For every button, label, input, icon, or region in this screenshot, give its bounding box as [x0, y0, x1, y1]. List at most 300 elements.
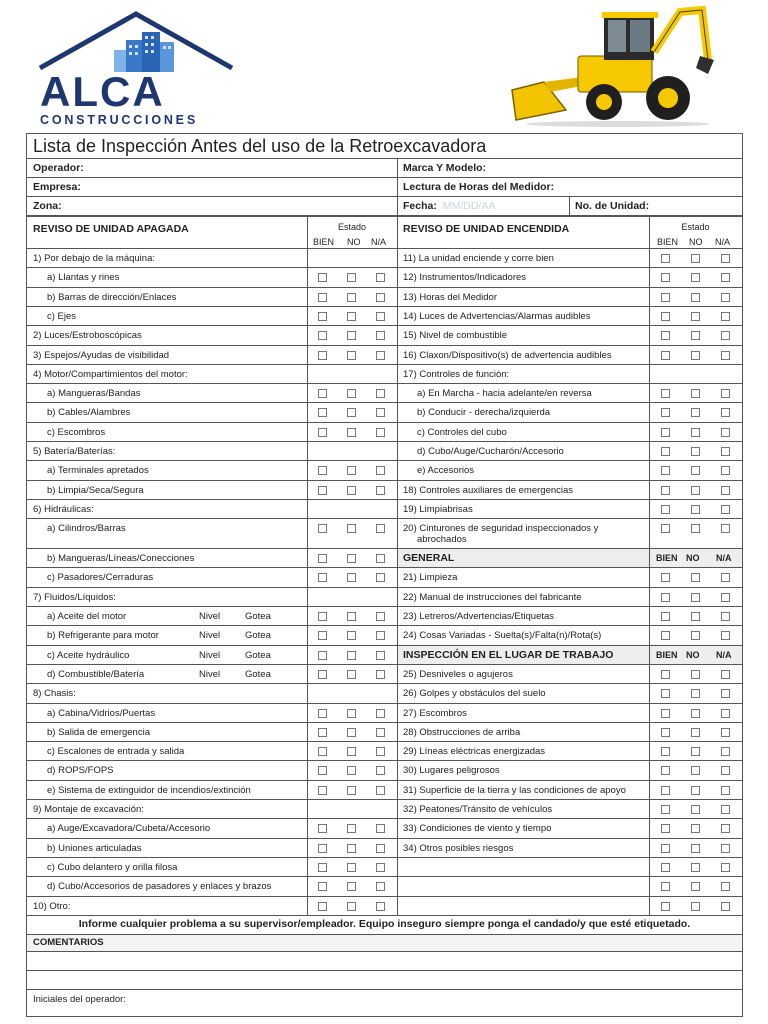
na-checkbox[interactable] — [376, 631, 385, 640]
page-header — [0, 0, 768, 132]
divider — [397, 645, 742, 646]
no-checkbox[interactable] — [347, 651, 356, 660]
na-checkbox[interactable] — [376, 486, 385, 495]
bien-checkbox[interactable] — [661, 389, 670, 398]
no-checkbox[interactable] — [691, 312, 700, 321]
divider — [27, 248, 742, 249]
no-checkbox[interactable] — [691, 428, 700, 437]
bien-checkbox[interactable] — [661, 882, 670, 891]
divider — [397, 402, 742, 403]
right-estado-label: Estado — [681, 222, 710, 232]
no-checkbox[interactable] — [347, 408, 356, 417]
no-checkbox[interactable] — [347, 631, 356, 640]
checklist-row — [27, 684, 397, 703]
item-label: a) Mangueras/Bandas — [47, 388, 141, 400]
bien-checkbox[interactable] — [661, 709, 670, 718]
divider — [27, 664, 397, 665]
bien-header: BIEN — [656, 649, 678, 660]
divider — [27, 499, 397, 500]
no-checkbox[interactable] — [347, 351, 356, 360]
bien-checkbox[interactable] — [661, 312, 670, 321]
bien-checkbox[interactable] — [661, 863, 670, 872]
bien-checkbox[interactable] — [661, 447, 670, 456]
na-checkbox[interactable] — [721, 728, 730, 737]
no-checkbox[interactable] — [347, 486, 356, 495]
no-checkbox[interactable] — [347, 902, 356, 911]
checklist-row — [397, 365, 742, 384]
no-checkbox[interactable] — [347, 844, 356, 853]
bien-checkbox[interactable] — [661, 408, 670, 417]
no-checkbox[interactable] — [347, 670, 356, 679]
checklist-row — [27, 384, 397, 403]
bien-checkbox[interactable] — [661, 902, 670, 911]
na-checkbox[interactable] — [721, 573, 730, 582]
operator-field[interactable] — [27, 159, 397, 178]
na-checkbox[interactable] — [376, 573, 385, 582]
bien-checkbox[interactable] — [661, 766, 670, 775]
na-checkbox[interactable] — [376, 844, 385, 853]
checklist-row — [397, 519, 742, 549]
divider — [27, 606, 397, 607]
no-checkbox[interactable] — [347, 524, 356, 533]
divider — [27, 364, 397, 365]
no-header: NO — [686, 649, 700, 660]
na-checkbox[interactable] — [376, 824, 385, 833]
no-checkbox[interactable] — [347, 428, 356, 437]
na-checkbox[interactable] — [721, 805, 730, 814]
inspection-form — [26, 133, 743, 1017]
divider — [569, 197, 570, 216]
na-checkbox[interactable] — [376, 293, 385, 302]
checklist-row — [27, 403, 397, 422]
na-checkbox[interactable] — [721, 631, 730, 640]
no-checkbox[interactable] — [691, 747, 700, 756]
checklist-row — [397, 442, 742, 461]
na-checkbox[interactable] — [376, 670, 385, 679]
item-label: a) Cabina/Vidrios/Puertas — [47, 707, 156, 719]
item-label: a) Cilindros/Barras — [47, 523, 126, 535]
na-checkbox[interactable] — [376, 466, 385, 475]
na-checkbox[interactable] — [376, 902, 385, 911]
bien-checkbox[interactable] — [661, 824, 670, 833]
company-field[interactable] — [27, 178, 397, 197]
item-label: c) Controles del cubo — [417, 426, 507, 438]
divider — [27, 780, 397, 781]
no-checkbox[interactable] — [347, 331, 356, 340]
item-label: b) Salida de emergencia — [47, 726, 150, 738]
divider — [397, 345, 742, 346]
na-checkbox[interactable] — [721, 408, 730, 417]
no-checkbox[interactable] — [691, 844, 700, 853]
divider — [27, 441, 397, 442]
no-checkbox[interactable] — [691, 505, 700, 514]
bien-checkbox[interactable] — [318, 824, 327, 833]
no-checkbox[interactable] — [347, 882, 356, 891]
item-label: 20) Cinturones de seguridad inspeccionados y — [403, 523, 599, 535]
no-checkbox[interactable] — [691, 408, 700, 417]
no-checkbox[interactable] — [691, 824, 700, 833]
na-checkbox[interactable] — [721, 351, 730, 360]
bien-checkbox[interactable] — [661, 593, 670, 602]
checklist-row — [397, 877, 742, 896]
na-checkbox[interactable] — [721, 863, 730, 872]
bien-checkbox[interactable] — [318, 670, 327, 679]
checklist-row — [397, 568, 742, 587]
checklist-row — [27, 646, 397, 665]
bien-checkbox[interactable] — [318, 351, 327, 360]
na-checkbox[interactable] — [721, 466, 730, 475]
item-label: c) Ejes — [47, 310, 77, 322]
divider — [397, 857, 742, 858]
no-checkbox[interactable] — [691, 670, 700, 679]
divider — [397, 703, 742, 704]
bien-checkbox[interactable] — [318, 651, 327, 660]
na-checkbox[interactable] — [721, 612, 730, 621]
bien-checkbox[interactable] — [318, 844, 327, 853]
bien-checkbox[interactable] — [661, 670, 670, 679]
checklist-row — [27, 549, 397, 568]
no-checkbox[interactable] — [691, 689, 700, 698]
no-checkbox[interactable] — [691, 293, 700, 302]
item-label: 8) Chasis: — [33, 688, 76, 700]
na-checkbox[interactable] — [376, 408, 385, 417]
no-checkbox[interactable] — [691, 593, 700, 602]
divider — [397, 625, 742, 626]
checklist-row — [397, 839, 742, 858]
checklist-row — [27, 665, 397, 684]
no-header: NO — [686, 553, 700, 564]
bien-checkbox[interactable] — [661, 351, 670, 360]
no-checkbox[interactable] — [691, 351, 700, 360]
divider — [397, 606, 742, 607]
item-label: 2) Luces/Estroboscópicas — [33, 330, 142, 342]
item-label: 13) Horas del Medidor — [403, 291, 497, 303]
no-checkbox[interactable] — [347, 786, 356, 795]
no-checkbox[interactable] — [347, 573, 356, 582]
no-checkbox[interactable] — [691, 486, 700, 495]
item-label: e) Accesorios — [417, 465, 475, 477]
no-checkbox[interactable] — [691, 447, 700, 456]
bien-checkbox[interactable] — [318, 709, 327, 718]
checklist-row — [27, 500, 397, 519]
item-label: 1) Por debajo de la máquina: — [33, 253, 155, 264]
left-na-header: N/A — [371, 237, 387, 247]
divider — [397, 722, 742, 723]
bien-checkbox[interactable] — [661, 786, 670, 795]
bien-checkbox[interactable] — [661, 524, 670, 533]
item-label: 15) Nivel de combustible — [403, 330, 508, 342]
na-checkbox[interactable] — [376, 747, 385, 756]
checklist-row — [27, 742, 397, 761]
checklist-row — [27, 588, 397, 607]
divider — [27, 799, 397, 800]
na-checkbox[interactable] — [721, 709, 730, 718]
bien-checkbox[interactable] — [661, 486, 670, 495]
na-checkbox[interactable] — [376, 863, 385, 872]
checklist-row — [397, 684, 742, 703]
no-checkbox[interactable] — [691, 882, 700, 891]
checklist-row — [27, 626, 397, 645]
checklist-row — [397, 403, 742, 422]
divider — [397, 460, 742, 461]
divider — [397, 838, 742, 839]
item-label: 14) Luces de Advertencias/Alarmas audibles — [403, 310, 591, 322]
no-checkbox[interactable] — [347, 824, 356, 833]
bien-checkbox[interactable] — [318, 466, 327, 475]
no-checkbox[interactable] — [691, 766, 700, 775]
bien-checkbox[interactable] — [661, 747, 670, 756]
section-header-row — [397, 646, 742, 665]
checklist-row — [27, 288, 397, 307]
model-field[interactable] — [397, 159, 742, 178]
na-checkbox[interactable] — [721, 747, 730, 756]
item-label: c) Pasadores/Cerraduras — [47, 572, 154, 584]
na-checkbox[interactable] — [721, 331, 730, 340]
na-checkbox[interactable] — [376, 389, 385, 398]
no-checkbox[interactable] — [347, 554, 356, 563]
divider — [27, 402, 397, 403]
no-checkbox[interactable] — [347, 389, 356, 398]
na-checkbox[interactable] — [376, 786, 385, 795]
bien-checkbox[interactable] — [661, 844, 670, 853]
bien-checkbox[interactable] — [318, 389, 327, 398]
no-checkbox[interactable] — [691, 709, 700, 718]
section-header: GENERAL — [403, 552, 455, 565]
checklist-row — [397, 800, 742, 819]
na-checkbox[interactable] — [721, 902, 730, 911]
item-label: b) Refrigerante para motor — [47, 630, 159, 642]
item-label: c) Aceite hydráulico — [47, 649, 130, 661]
item-label: 6) Hidráulicas: — [33, 503, 94, 515]
divider — [27, 896, 397, 897]
item-label: d) Combustible/Batería — [47, 668, 145, 680]
checklist-row — [397, 626, 742, 645]
checklist-row — [27, 704, 397, 723]
bien-checkbox[interactable] — [318, 882, 327, 891]
checklist-row — [27, 307, 397, 326]
right-bien-header: BIEN — [657, 237, 679, 247]
date-placeholder: MM/DD/AA — [442, 200, 496, 212]
bien-checkbox[interactable] — [661, 573, 670, 582]
na-checkbox[interactable] — [376, 554, 385, 563]
bien-checkbox[interactable] — [661, 273, 670, 282]
na-checkbox[interactable] — [721, 766, 730, 775]
bien-checkbox[interactable] — [318, 612, 327, 621]
divider — [397, 567, 742, 568]
divider — [649, 216, 650, 916]
item-label: b) Mangueras/Líneas/Conecciones — [47, 553, 195, 565]
divider — [397, 216, 398, 916]
bien-checkbox[interactable] — [318, 573, 327, 582]
na-checkbox[interactable] — [721, 447, 730, 456]
checklist-row — [397, 742, 742, 761]
na-checkbox[interactable] — [721, 293, 730, 302]
divider — [397, 499, 742, 500]
unit-number-field[interactable] — [569, 197, 742, 216]
na-checkbox[interactable] — [721, 389, 730, 398]
section-header: INSPECCIÓN EN EL LUGAR DE TRABAJO — [403, 648, 614, 661]
zone-field[interactable] — [27, 197, 397, 216]
na-checkbox[interactable] — [721, 254, 730, 263]
divider — [27, 460, 397, 461]
item-label: 10) Otro: — [33, 900, 71, 912]
bien-checkbox[interactable] — [318, 428, 327, 437]
no-checkbox[interactable] — [347, 863, 356, 872]
bien-checkbox[interactable] — [318, 293, 327, 302]
operator-label: Operador: — [33, 162, 84, 174]
bien-checkbox[interactable] — [318, 786, 327, 795]
item-label: c) Escalones de entrada y salida — [47, 746, 185, 758]
no-checkbox[interactable] — [691, 524, 700, 533]
no-checkbox[interactable] — [691, 573, 700, 582]
no-checkbox[interactable] — [691, 389, 700, 398]
no-checkbox[interactable] — [691, 273, 700, 282]
na-checkbox[interactable] — [721, 670, 730, 679]
bien-checkbox[interactable] — [318, 554, 327, 563]
no-checkbox[interactable] — [347, 728, 356, 737]
item-label: 26) Golpes y obstáculos del suelo — [403, 688, 546, 700]
item-label: d) ROPS/FOPS — [47, 765, 114, 777]
bien-checkbox[interactable] — [318, 273, 327, 282]
bien-checkbox[interactable] — [661, 728, 670, 737]
date-field[interactable] — [397, 197, 569, 216]
divider — [397, 915, 742, 916]
divider — [397, 159, 398, 216]
na-checkbox[interactable] — [721, 273, 730, 282]
bien-checkbox[interactable] — [318, 728, 327, 737]
gotea-label: Gotea — [245, 630, 271, 642]
na-checkbox[interactable] — [721, 882, 730, 891]
no-checkbox[interactable] — [691, 331, 700, 340]
bien-checkbox[interactable] — [318, 312, 327, 321]
company-label: Empresa: — [33, 181, 81, 193]
bien-checkbox[interactable] — [661, 254, 670, 263]
na-checkbox[interactable] — [376, 428, 385, 437]
na-checkbox[interactable] — [721, 505, 730, 514]
bien-checkbox[interactable] — [318, 863, 327, 872]
bien-checkbox[interactable] — [661, 505, 670, 514]
na-checkbox[interactable] — [376, 612, 385, 621]
model-label: Marca Y Modelo: — [403, 162, 487, 174]
bien-checkbox[interactable] — [318, 747, 327, 756]
na-checkbox[interactable] — [376, 312, 385, 321]
no-checkbox[interactable] — [691, 786, 700, 795]
item-label: 27) Escombros — [403, 707, 467, 719]
checklist-row — [27, 877, 397, 896]
bien-checkbox[interactable] — [318, 331, 327, 340]
na-checkbox[interactable] — [376, 273, 385, 282]
na-checkbox[interactable] — [376, 882, 385, 891]
bien-checkbox[interactable] — [318, 486, 327, 495]
item-label: 33) Condiciones de viento y tiempo — [403, 823, 552, 835]
no-checkbox[interactable] — [347, 312, 356, 321]
divider — [397, 664, 742, 665]
no-checkbox[interactable] — [691, 612, 700, 621]
no-checkbox[interactable] — [691, 631, 700, 640]
item-label: d) Cubo/Auge/Cucharón/Accesorio — [417, 446, 564, 457]
na-checkbox[interactable] — [376, 351, 385, 360]
na-checkbox[interactable] — [721, 844, 730, 853]
na-checkbox[interactable] — [376, 709, 385, 718]
na-checkbox[interactable] — [376, 524, 385, 533]
no-checkbox[interactable] — [691, 902, 700, 911]
backhoe-loader-icon — [508, 2, 716, 128]
checklist-row — [27, 568, 397, 587]
no-checkbox[interactable] — [691, 805, 700, 814]
no-checkbox[interactable] — [347, 273, 356, 282]
bien-checkbox[interactable] — [318, 631, 327, 640]
checklist-row — [397, 761, 742, 780]
no-checkbox[interactable] — [347, 612, 356, 621]
bien-checkbox[interactable] — [661, 612, 670, 621]
checklist-row — [27, 800, 397, 819]
na-checkbox[interactable] — [721, 824, 730, 833]
bien-checkbox[interactable] — [661, 293, 670, 302]
checklist-row — [397, 665, 742, 684]
item-label: 22) Manual de instrucciones del fabricante — [403, 591, 582, 603]
checklist-row — [397, 607, 742, 626]
bien-checkbox[interactable] — [318, 408, 327, 417]
na-checkbox[interactable] — [721, 524, 730, 533]
na-checkbox[interactable] — [376, 766, 385, 775]
no-checkbox[interactable] — [347, 709, 356, 718]
divider — [397, 780, 742, 781]
bien-checkbox[interactable] — [661, 331, 670, 340]
no-checkbox[interactable] — [691, 254, 700, 263]
item-label: a) Auge/Excavadora/Cubeta/Accesorio — [47, 823, 211, 835]
no-checkbox[interactable] — [691, 863, 700, 872]
checklist-row — [27, 346, 397, 365]
bien-checkbox[interactable] — [661, 631, 670, 640]
no-checkbox[interactable] — [347, 293, 356, 302]
bien-checkbox[interactable] — [661, 466, 670, 475]
item-label: 5) Batería/Baterías: — [33, 446, 116, 457]
bien-checkbox[interactable] — [318, 524, 327, 533]
item-label: b) Limpia/Seca/Segura — [47, 484, 144, 496]
na-checkbox[interactable] — [721, 689, 730, 698]
bien-checkbox[interactable] — [661, 428, 670, 437]
right-no-header: NO — [689, 237, 703, 247]
na-checkbox[interactable] — [376, 728, 385, 737]
no-checkbox[interactable] — [347, 766, 356, 775]
na-checkbox[interactable] — [721, 428, 730, 437]
bien-checkbox[interactable] — [661, 805, 670, 814]
divider — [397, 325, 742, 326]
na-checkbox[interactable] — [721, 486, 730, 495]
left-no-header: NO — [347, 237, 361, 247]
checklist-row — [27, 326, 397, 345]
na-checkbox[interactable] — [721, 312, 730, 321]
na-checkbox[interactable] — [721, 593, 730, 602]
bien-checkbox[interactable] — [661, 689, 670, 698]
na-checkbox[interactable] — [376, 651, 385, 660]
divider — [307, 216, 308, 916]
no-checkbox[interactable] — [347, 747, 356, 756]
na-checkbox[interactable] — [376, 331, 385, 340]
checklist-row — [397, 819, 742, 838]
na-checkbox[interactable] — [721, 786, 730, 795]
bien-checkbox[interactable] — [318, 902, 327, 911]
divider — [397, 383, 742, 384]
hour-meter-field[interactable] — [397, 178, 742, 197]
bien-checkbox[interactable] — [318, 766, 327, 775]
no-checkbox[interactable] — [691, 466, 700, 475]
no-checkbox[interactable] — [691, 728, 700, 737]
logo-subtitle: CONSTRUCCIONES — [40, 113, 198, 127]
item-label: b) Uniones articuladas — [47, 842, 142, 854]
no-checkbox[interactable] — [347, 466, 356, 475]
divider — [27, 818, 397, 819]
